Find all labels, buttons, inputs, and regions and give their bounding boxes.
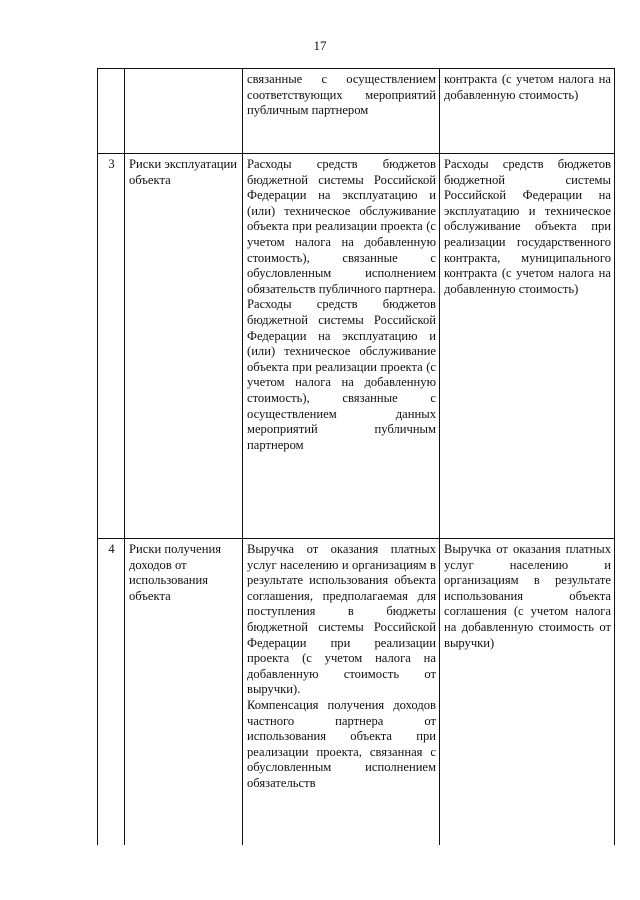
table-row	[98, 539, 615, 846]
risk-distribution	[440, 539, 615, 846]
risk-description	[243, 69, 440, 154]
description-paragraph: Выручка от оказания платных услуг населению и организациям в результате использования объекта соглашения, предполагаемая для поступления в бюджеты бюджетной системы Российской Федерации при реализации проекта (с учетом налога на добавленную стоимость от выручки).	[247, 542, 436, 697]
risk-distribution	[440, 69, 615, 154]
description-paragraph: связанные с осуществлением соответствующих мероприятий публичным партнером	[247, 72, 436, 118]
risk-name: Риски получения доходов от использования объекта	[125, 539, 243, 846]
description-paragraph: Расходы средств бюджетов бюджетной системы Российской Федерации на эксплуатацию и (или) техническое обслуживание объекта при реализации проекта (с учетом налога на добавленную стоимость), связанные с обусловленным исполнением обязательств публичного партнера.	[247, 157, 436, 296]
risk-table	[97, 68, 615, 845]
description-paragraph: Расходы средств бюджетов бюджетной системы Российской Федерации на эксплуатацию и (или) техническое обслуживание объекта при реализации проекта (с учетом налога на добавленную стоимость), связанные с осуществлением данных мероприятий публичным партнером	[247, 297, 436, 452]
row-number	[98, 69, 125, 154]
distribution-paragraph: Расходы средств бюджетов бюджетной системы Российской Федерации на эксплуатацию и техническое обслуживание объекта при реализации государственного контракта, муниципального контракта (с учетом налога на добавленную стоимость)	[444, 157, 611, 296]
row-number: 3	[98, 154, 125, 539]
risk-description	[243, 539, 440, 846]
table-row	[98, 154, 615, 539]
page-number: 17	[313, 38, 327, 53]
table-row	[98, 69, 615, 154]
risk-name: Риски эксплуатации объекта	[125, 154, 243, 539]
risk-description	[243, 154, 440, 539]
distribution-paragraph: контракта (с учетом налога на добавленную стоимость)	[444, 72, 611, 102]
row-number: 4	[98, 539, 125, 846]
risk-distribution	[440, 154, 615, 539]
risk-name	[125, 69, 243, 154]
description-paragraph: Компенсация получения доходов частного партнера от использования объекта при реализации проекта, связанная с обусловленным исполнением обязательств	[247, 697, 436, 790]
distribution-paragraph: Выручка от оказания платных услуг населению и организациям в результате использования объекта соглашения (с учетом налога на добавленную стоимость от выручки)	[444, 542, 611, 650]
